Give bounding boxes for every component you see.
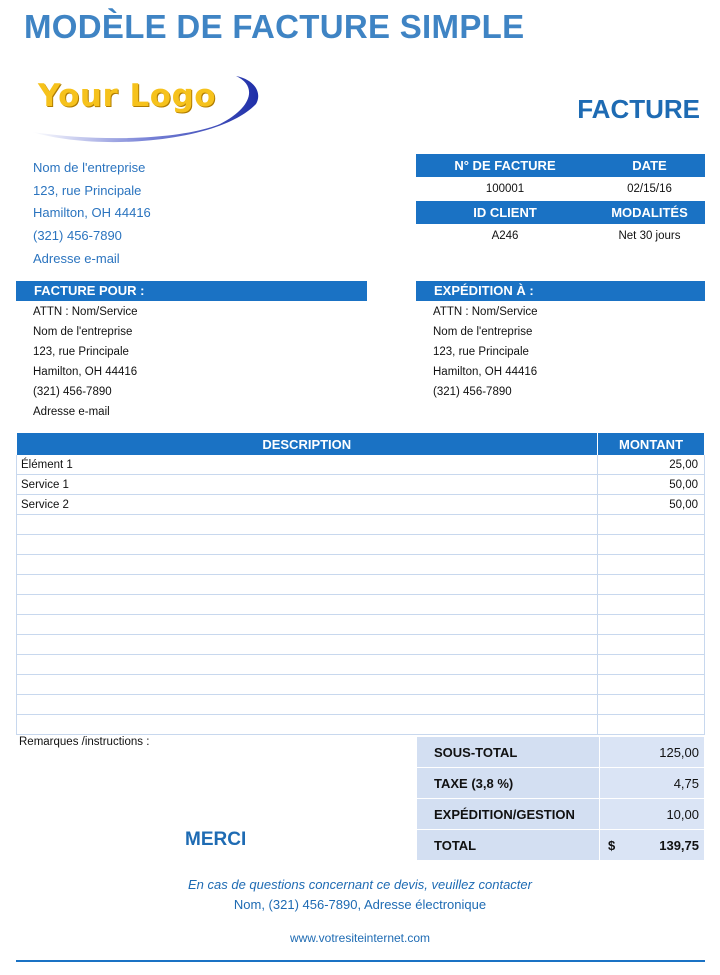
invoice-number[interactable]: 100001 [485,183,525,195]
thank-you-text: MERCI [185,829,247,850]
bill-to-section [16,281,367,422]
item-description[interactable] [17,595,598,615]
item-description[interactable] [17,555,598,575]
table-row [17,695,705,715]
bill-to-phone[interactable]: (321) 456-7890 [33,386,112,398]
item-description[interactable]: Service 1 [17,475,598,495]
table-row [17,575,705,595]
table-row [17,655,705,675]
item-amount[interactable]: 50,00 [598,495,705,515]
ship-to-street[interactable]: 123, rue Principale [433,346,529,358]
table-row [17,555,705,575]
footer-divider [16,960,705,962]
document-heading: FACTURE [577,94,700,124]
invoice-date[interactable]: 02/15/16 [627,183,672,195]
item-amount[interactable] [598,535,705,555]
total-label: TOTAL [417,830,600,861]
item-description[interactable] [17,535,598,555]
ship-to-phone[interactable]: (321) 456-7890 [433,386,512,398]
invoice-meta [416,154,705,248]
table-row [17,535,705,555]
item-amount[interactable] [598,595,705,615]
item-amount[interactable] [598,555,705,575]
item-amount[interactable] [598,715,705,735]
company-phone: (321) 456-7890 [33,228,122,244]
company-info [33,160,151,273]
bill-to-street[interactable]: 123, rue Principale [33,346,129,358]
ship-to-header: EXPÉDITION À : [416,281,705,301]
date-label: DATE [594,154,705,177]
item-description[interactable] [17,655,598,675]
bill-to-email[interactable]: Adresse e-mail [33,406,110,418]
payment-terms[interactable]: Net 30 jours [618,230,681,242]
table-row [17,675,705,695]
item-description[interactable] [17,515,598,535]
tax-label: TAXE (3,8 %) [417,768,600,799]
shipping-label: EXPÉDITION/GESTION [417,799,600,830]
company-city: Hamilton, OH 44416 [33,205,151,221]
client-id-label: ID CLIENT [416,201,594,224]
logo-text: Your Logo [38,78,217,114]
table-row [17,595,705,615]
item-description[interactable] [17,635,598,655]
page-title: MODÈLE DE FACTURE SIMPLE [24,8,525,45]
website-link[interactable]: www.votresiteinternet.com [289,931,431,945]
item-description[interactable] [17,695,598,715]
item-description[interactable] [17,675,598,695]
contact-line-1: En cas de questions concernant ce devis, veuillez contacter [188,877,532,892]
item-amount[interactable] [598,675,705,695]
company-email: Adresse e-mail [33,250,120,266]
line-items-table [16,433,705,735]
item-amount[interactable] [598,515,705,535]
company-street: 123, rue Principale [33,182,142,198]
table-row [17,715,705,735]
invoice-number-label: N° DE FACTURE [416,154,594,177]
bill-to-company[interactable]: Nom de l'entreprise [33,326,133,338]
amount-header: MONTANT [598,433,705,455]
item-description[interactable]: Service 2 [17,495,598,515]
subtotal-value: 125,00 [600,737,705,768]
item-amount[interactable]: 25,00 [598,455,705,475]
item-amount[interactable]: 50,00 [598,475,705,495]
item-description[interactable] [17,575,598,595]
total-cell [600,830,705,861]
terms-label: MODALITÉS [594,201,705,224]
item-amount[interactable] [598,655,705,675]
client-id[interactable]: A246 [491,230,519,242]
remarks-label: Remarques /instructions : [19,736,150,748]
company-logo [30,74,262,146]
shipping-value[interactable]: 10,00 [600,799,705,830]
item-amount[interactable] [598,635,705,655]
currency-symbol: $ [608,837,616,853]
subtotal-label: SOUS-TOTAL [417,737,600,768]
item-amount[interactable] [598,695,705,715]
bill-to-city[interactable]: Hamilton, OH 44416 [33,366,138,378]
item-description[interactable] [17,715,598,735]
company-name: Nom de l'entreprise [33,160,146,175]
table-row [17,455,705,475]
bill-to-header: FACTURE POUR : [16,281,367,301]
contact-line-2: Nom, (321) 456-7890, Adresse électronique [233,897,487,912]
description-header: DESCRIPTION [17,433,598,455]
total-value: 139,75 [659,837,699,853]
item-amount[interactable] [598,575,705,595]
tax-value[interactable]: 4,75 [600,768,705,799]
bill-to-attn[interactable]: ATTN : Nom/Service [33,306,138,318]
table-row [17,475,705,495]
totals-summary [416,736,705,861]
item-description[interactable]: Élément 1 [17,455,598,475]
ship-to-attn[interactable]: ATTN : Nom/Service [433,306,538,318]
table-row [17,635,705,655]
table-row [17,495,705,515]
table-row [17,615,705,635]
ship-to-section [416,281,705,402]
table-row [17,515,705,535]
ship-to-city[interactable]: Hamilton, OH 44416 [433,366,538,378]
ship-to-company[interactable]: Nom de l'entreprise [433,326,533,338]
item-description[interactable] [17,615,598,635]
item-amount[interactable] [598,615,705,635]
